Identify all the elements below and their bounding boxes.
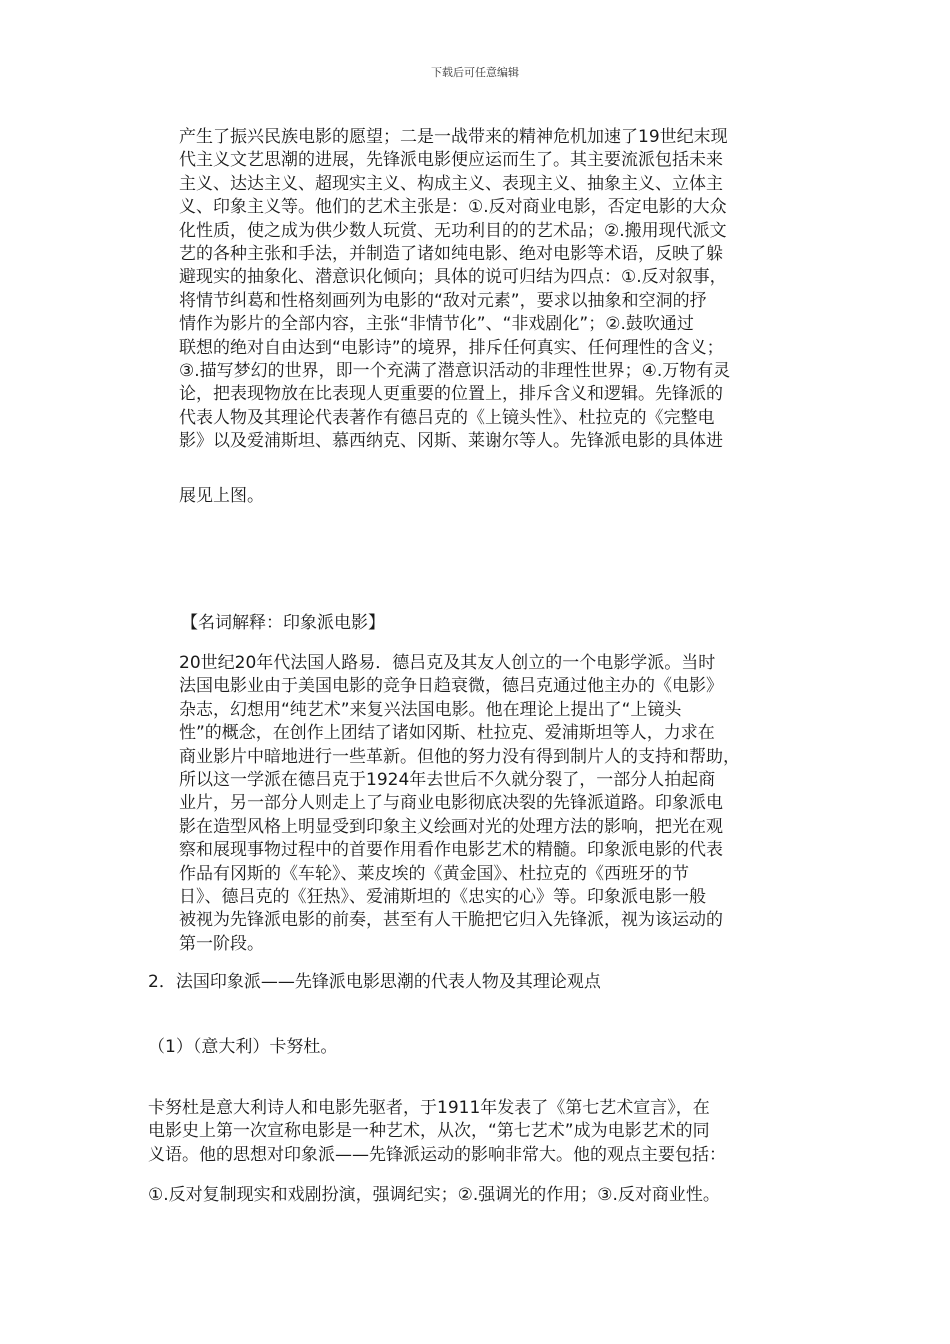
term-definition-title: 【名词解释：印象派电影】 — [181, 613, 385, 633]
paragraph-canudo-views: ①.反对复制现实和戏剧扮演，强调纪实；②.强调光的作用；③.反对商业性。 — [148, 1185, 720, 1205]
text-line: 将情节纠葛和性格刻画列为电影的“敌对元素”，要求以抽象和空洞的抒 — [179, 290, 707, 311]
text-line: 电影史上第一次宣称电影是一种艺术，从次，“第七艺术”成为电影艺术的同 — [148, 1121, 710, 1142]
text-line: 法国电影业由于美国电影的竞争日趋衰微，德吕克通过他主办的《电影》 — [179, 676, 723, 697]
text-line: 避现实的抽象化、潜意识化倾向；具体的说可归结为四点：①.反对叙事， — [179, 267, 727, 288]
section-heading: 2．法国印象派——先锋派电影思潮的代表人物及其理论观点 — [148, 972, 601, 992]
text-line: ③.描写梦幻的世界，即一个充满了潜意识活动的非理性世界；④.万物有灵 — [179, 361, 731, 382]
text-line: 察和展现事物过程中的首要作用看作电影艺术的精髓。印象派电影的代表 — [179, 840, 723, 861]
text-line: 第一阶段。 — [179, 933, 264, 954]
text-line: 化性质，使之成为供少数人玩赏、无功利目的的艺术品；②.搬用现代派文 — [179, 220, 727, 241]
text-line: 义语。他的思想对印象派——先锋派运动的影响非常大。他的观点主要包括： — [148, 1144, 726, 1165]
paragraph-avant-garde-end: 展见上图。 — [179, 486, 264, 506]
text-line: 被视为先锋派电影的前奏，甚至有人干脆把它归入先锋派，视为该运动的 — [179, 910, 723, 931]
text-line: 代主义文艺思潮的进展，先锋派电影便应运而生了。其主要流派包括未来 — [179, 150, 723, 171]
text-line: 业片，另一部分人则走上了与商业电影彻底决裂的先锋派道路。印象派电 — [179, 793, 723, 814]
page-header: 下载后可任意编辑 — [431, 66, 519, 79]
text-line: 20世纪20年代法国人路易．德吕克及其友人创立的一个电影学派。当时 — [179, 653, 716, 673]
text-line: 产生了振兴民族电影的愿望；二是一战带来的精神危机加速了19世纪末现 — [179, 127, 728, 147]
paragraph-canudo — [148, 1097, 810, 1167]
paragraph-avant-garde — [179, 126, 809, 454]
text-line: 艺的各种主张和手法，并制造了诸如纯电影、绝对电影等术语，反映了躲 — [179, 244, 723, 265]
text-line: 影》以及爱浦斯坦、慕西纳克、冈斯、莱谢尔等人。先锋派电影的具体进 — [179, 431, 723, 452]
text-line: 联想的绝对自由达到“电影诗”的境界，排斥任何真实、任何理性的含义； — [179, 337, 724, 358]
text-line: 卡努杜是意大利诗人和电影先驱者，于1911年发表了《第七艺术宣言》，在 — [148, 1098, 710, 1118]
text-line: 影在造型风格上明显受到印象主义绘画对光的处理方法的影响，把光在观 — [179, 816, 723, 837]
text-line: 作品有冈斯的《车轮》、莱皮埃的《黄金国》、杜拉克的《西班牙的节 — [179, 863, 689, 884]
text-line: 性”的概念，在创作上团结了诸如冈斯、杜拉克、爱浦斯坦等人，力求在 — [179, 723, 715, 744]
paragraph-impressionism — [179, 652, 811, 956]
text-line: 主义、达达主义、超现实主义、构成主义、表现主义、抽象主义、立体主 — [179, 173, 723, 194]
subsection-heading: （1）（意大利）卡努杜。 — [148, 1037, 338, 1057]
text-line: 所以这一学派在德吕克于1924年去世后不久就分裂了，一部分人拍起商 — [179, 770, 716, 791]
text-line: 日》、德吕克的《狂热》、爱浦斯坦的《忠实的心》等。印象派电影一般 — [179, 887, 706, 908]
text-line: 杂志，幻想用“纯艺术”来复兴法国电影。他在理论上提出了“上镜头 — [179, 699, 682, 720]
text-line: 义、印象主义等。他们的艺术主张是：①.反对商业电影，否定电影的大众 — [179, 197, 727, 218]
text-line: 代表人物及其理论代表著作有德吕克的《上镜头性》、杜拉克的《完整电 — [179, 407, 715, 428]
text-line: 论，把表现物放在比表现人更重要的位置上，排斥含义和逻辑。先锋派的 — [179, 384, 723, 405]
text-line: 商业影片中暗地进行一些革新。但他的努力没有得到制片人的支持和帮助， — [179, 746, 740, 767]
text-line: 情作为影片的全部内容，主张“非情节化”、“非戏剧化”；②.鼓吹通过 — [179, 314, 694, 335]
